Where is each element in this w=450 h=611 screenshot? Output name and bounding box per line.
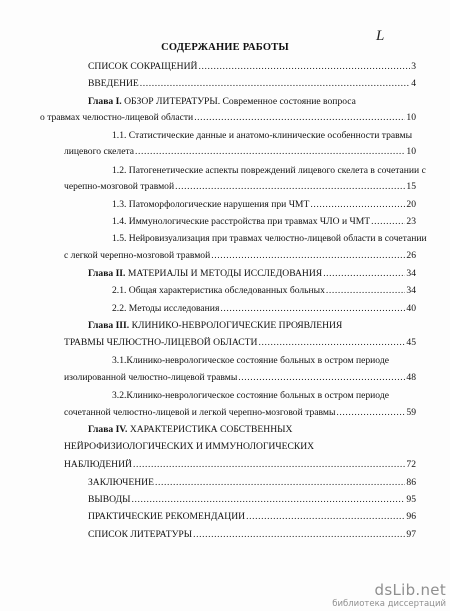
watermark-logo: dsLib.net xyxy=(374,581,446,599)
toc-entry-recommendations: ПРАКТИЧЕСКИЕ РЕКОМЕНДАЦИИ ..... 96 xyxy=(88,511,416,523)
toc-entry-introduction: ВВЕДЕНИЕ ..... 4 xyxy=(88,78,416,90)
toc-section-3-1: изолированной челюстно-лицевой травмы ..... 48 xyxy=(64,372,416,384)
toc-section-1-2: черепно-мозговой травмой ..... 15 xyxy=(64,181,416,193)
toc-section-1-2-title: 1.2. Патогенетические аспекты повреждений лицевого скелета в сочетании с xyxy=(112,165,426,176)
page-title: СОДЕРЖАНИЕ РАБОТЫ xyxy=(161,42,289,53)
toc-chapter-1-title: Глава I. ОБЗОР ЛИТЕРАТУРЫ. Современное состояние вопроса xyxy=(88,96,356,107)
toc-section-3-2: сочетанной челюстно-лицевой и легкой черепно-мозговой травмы ..... 59 xyxy=(64,407,416,419)
toc-entry-references: СПИСОК ЛИТЕРАТУРЫ ..... 97 xyxy=(88,529,416,541)
toc-section-3-1-title: 3.1.Клинико-неврологическое состояние больных в остром периоде xyxy=(112,355,389,366)
toc-section-1-3: 1.3. Патоморфологические нарушения при ЧМТ ..... 20 xyxy=(112,199,416,211)
toc-section-3-2-title: 3.2.Клинико-неврологическое состояние больных в остром периоде xyxy=(112,390,389,401)
toc-chapter-2: Глава II. МАТЕРИАЛЫ И МЕТОДЫ ИССЛЕДОВАНИЯ ..... 34 xyxy=(88,268,416,280)
toc-chapter-4: НАБЛЮДЕНИЙ ..... 72 xyxy=(64,459,416,471)
toc-section-2-2: 2.2. Методы исследования ..... 40 xyxy=(112,303,416,315)
toc-entry-findings: ВЫВОДЫ ..... 95 xyxy=(88,494,416,506)
handwritten-mark: L xyxy=(376,28,385,44)
toc-section-1-5: с легкой черепно-мозговой травмой ..... 26 xyxy=(64,250,416,262)
toc-chapter-4-title-line2: НЕЙРОФИЗИОЛОГИЧЕСКИХ И ИММУНОЛОГИЧЕСКИХ xyxy=(64,441,315,452)
toc-chapter-1: о травмах челюстно-лицевой области ..... 10 xyxy=(40,112,416,124)
toc-chapter-3-title: Глава III. КЛИНИКО-НЕВРОЛОГИЧЕСКИЕ ПРОЯВЛЕНИЯ xyxy=(88,320,343,331)
toc-entry-abbreviations: СПИСОК СОКРАЩЕНИЙ ..... 3 xyxy=(88,61,416,73)
toc-section-1-1-title: 1.1. Статистические данные и анатомо-клинические особенности травмы xyxy=(112,130,413,141)
toc-section-2-1: 2.1. Общая характеристика обследованных больных ..... 34 xyxy=(112,285,416,297)
toc-section-1-1: лицевого скелета ..... 10 xyxy=(64,146,416,158)
toc-section-1-5-title: 1.5. Нейровизуализация при травмах челюстно-лицевой области в сочетании xyxy=(112,233,427,244)
toc-entry-conclusion: ЗАКЛЮЧЕНИЕ ..... 86 xyxy=(88,477,416,489)
watermark-subtitle: библиотека диссертаций xyxy=(332,599,446,609)
toc-chapter-4-title: Глава IV. ХАРАКТЕРИСТИКА СОБСТВЕННЫХ xyxy=(88,424,293,435)
toc-section-1-4: 1.4. Иммунологические расстройства при травмах ЧЛО и ЧМТ ..... 23 xyxy=(112,216,416,228)
watermark xyxy=(332,581,446,609)
toc-chapter-3: ТРАВМЫ ЧЕЛЮСТНО-ЛИЦЕВОЙ ОБЛАСТИ ..... 45 xyxy=(64,337,416,349)
